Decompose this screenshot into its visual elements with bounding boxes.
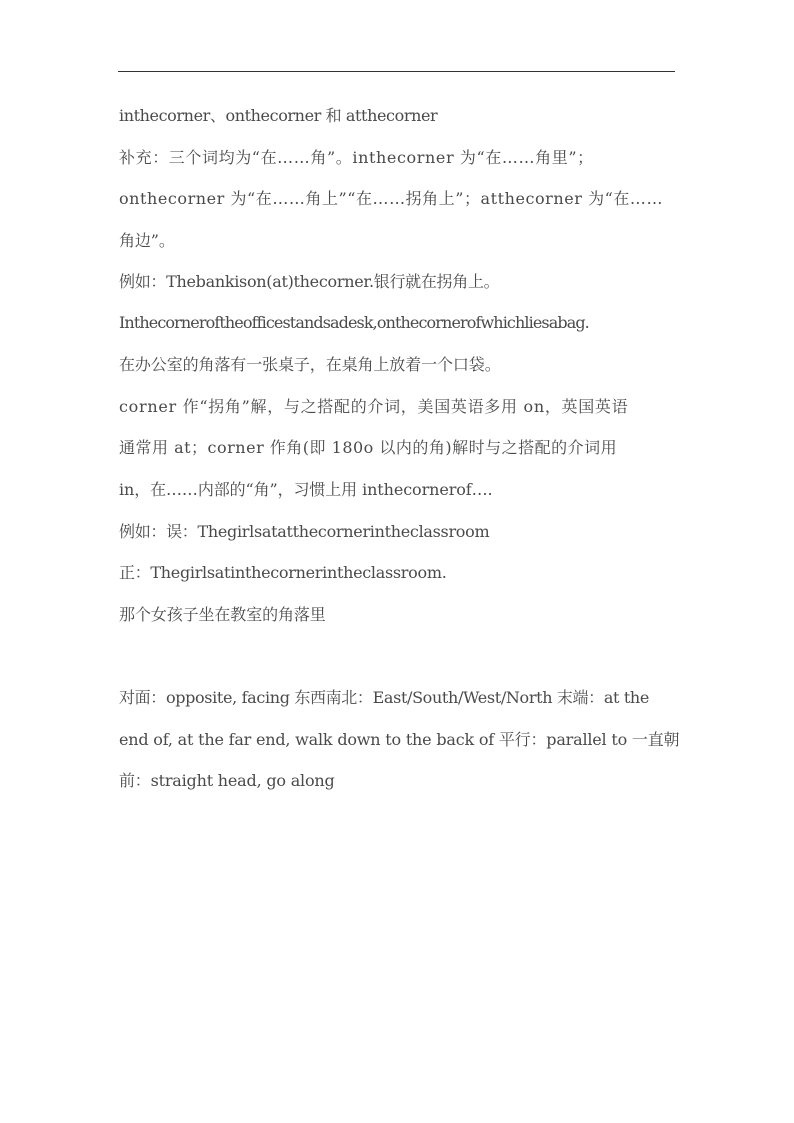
text-line: 例如：误：Thegirlsatatthecornerintheclassroom xyxy=(119,522,490,541)
text-line: 前：straight head, go along xyxy=(119,771,335,790)
text-line: inthecorner、onthecorner 和 atthecorner xyxy=(119,106,438,125)
text-line: 正：Thegirlsatinthecornerintheclassroom. xyxy=(119,563,447,582)
text-line: onthecorner 为“在……角上”“在……拐角上”；atthecorner 为“在…… xyxy=(119,189,664,208)
text-line: 例如：Thebankison(at)thecorner.银行就在拐角上。 xyxy=(119,272,500,291)
text-line: corner 作“拐角”解，与之搭配的介词，美国英语多用 on，英国英语 xyxy=(119,397,629,416)
text-line: end of, at the far end, walk down to the back of 平行：parallel to 一直朝 xyxy=(119,730,680,749)
text-line: 对面：opposite, facing 东西南北：East/South/West/North 末端：at the xyxy=(119,688,649,707)
text-line: Inthecorneroftheofficestandsadesk,onthecornerofwhichliesabag. xyxy=(119,313,589,332)
text-line: 补充：三个词均为“在……角”。inthecorner 为“在……角里”； xyxy=(119,148,594,167)
text-line: in，在……内部的“角”，习惯上用 inthecornerof…. xyxy=(119,480,493,499)
text-line: 角边”。 xyxy=(119,231,175,250)
text-line: 在办公室的角落有一张桌子，在桌角上放着一个口袋。 xyxy=(119,355,501,374)
header-rule xyxy=(118,71,675,72)
text-line: 通常用 at；corner 作角(即 180o 以内的角)解时与之搭配的介词用 xyxy=(119,438,618,457)
text-line: 那个女孩子坐在教室的角落里 xyxy=(119,605,326,624)
